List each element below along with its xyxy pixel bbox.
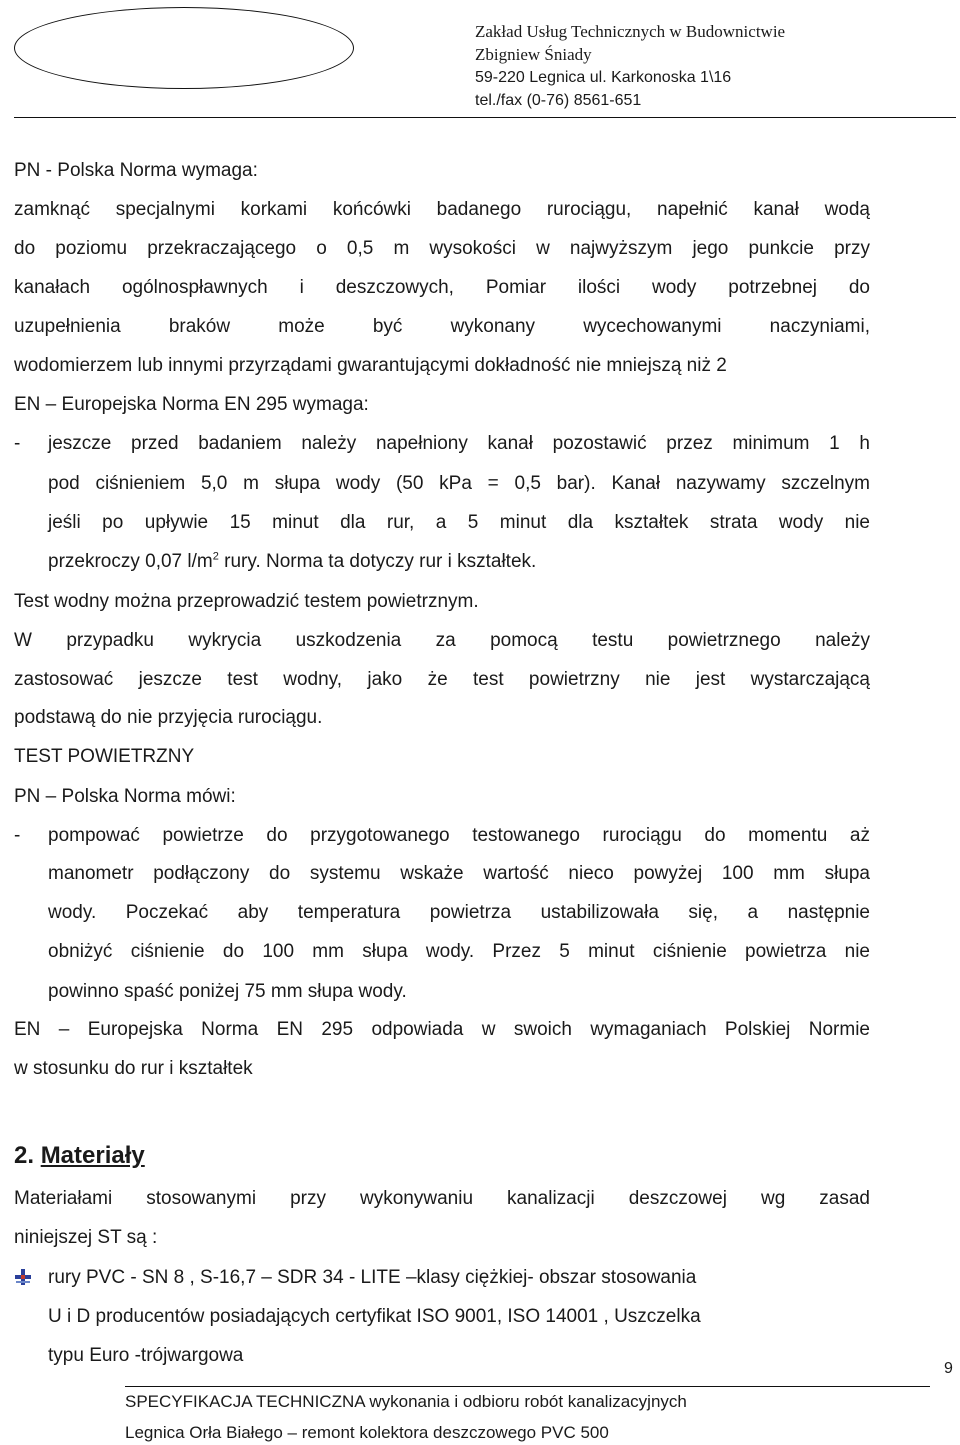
paragraph-line: Test wodny można przeprowadzić testem powietrznym. — [14, 591, 479, 612]
paragraph-line: niniejszej ST są : — [14, 1227, 158, 1248]
company-phone: tel./fax (0-76) 8561-651 — [475, 92, 642, 109]
paragraph-line: Materiałami stosowanymi przy wykonywaniu kanalizacji deszczowej wg zasad — [14, 1188, 870, 1209]
en-heading: EN – Europejska Norma EN 295 wymaga: — [14, 394, 369, 415]
page-number: 9 — [944, 1360, 953, 1377]
company-name: Zakład Usług Technicznych w Budownictwie — [475, 22, 786, 41]
paragraph-line: wodomierzem lub innymi przyrządami gwarantującymi dokładność nie mniejszą niż 2 — [14, 355, 727, 376]
pn2-heading: PN – Polska Norma mówi: — [14, 786, 236, 807]
paragraph-line: uzupełnienia braków może być wykonany wycechowanymi naczyniami, — [14, 316, 870, 337]
list-item-line: jeszcze przed badaniem należy napełniony kanał pozostawić przez minimum 1 h — [48, 433, 870, 454]
superscript: 2 — [212, 550, 219, 563]
paragraph-line: w stosunku do rur i kształtek — [14, 1058, 253, 1079]
paragraph-line: kanałach ogólnospławnych i deszczowych, Pomiar ilości wody potrzebnej do — [14, 277, 870, 298]
footer-line: Legnica Orła Białego – remont kolektora deszczowego PVC 500 — [125, 1423, 609, 1442]
section-title: Materiały — [40, 1142, 145, 1169]
bullet-icon — [14, 1268, 32, 1286]
footer-rule — [125, 1386, 930, 1387]
logo-oval — [14, 7, 354, 89]
section-number: 2. — [14, 1142, 35, 1169]
list-item-line — [48, 550, 870, 574]
company-header — [475, 20, 785, 112]
paragraph-line: zamknąć specjalnymi korkami końcówki badanego rurociągu, napełnić kanał wodą — [14, 199, 870, 220]
list-dash: - — [14, 433, 21, 454]
list-item-line: jeśli po upływie 15 minut dla rur, a 5 minut dla kształtek strata wody nie — [48, 512, 870, 533]
paragraph-line: W przypadku wykrycia uszkodzenia za pomocą testu powietrznego należy — [14, 630, 870, 651]
list-item-line: manometr podłączony do systemu wskaże wartość nieco powyżej 100 mm słupa — [48, 863, 870, 884]
company-owner: Zbigniew Śniady — [475, 45, 592, 64]
paragraph-line: do poziomu przekraczającego o 0,5 m wysokości w najwyższym jego punkcie przy — [14, 238, 870, 259]
list-item-line: U i D producentów posiadających certyfikat ISO 9001, ISO 14001 , Uszczelka — [48, 1306, 701, 1327]
section-heading — [14, 1142, 145, 1170]
list-item-line: typu Euro -trójwargowa — [48, 1345, 244, 1366]
footer-line: SPECYFIKACJA TECHNICZNA wykonania i odbioru robót kanalizacyjnych — [125, 1392, 687, 1411]
list-item-line: wody. Poczekać aby temperatura powietrza ustabilizowała się, a następnie — [48, 902, 870, 923]
list-item-line: obniżyć ciśnienie do 100 mm słupa wody. Przez 5 minut ciśnienie powietrza nie — [48, 941, 870, 962]
company-address: 59-220 Legnica ul. Karkonoska 1\16 — [475, 69, 732, 86]
pn-heading: PN - Polska Norma wymaga: — [14, 160, 258, 181]
paragraph-line: podstawą do nie przyjęcia rurociągu. — [14, 707, 323, 728]
list-item-line: pod ciśnieniem 5,0 m słupa wody (50 kPa = 0,5 bar). Kanał nazywamy szczelnym — [48, 473, 870, 494]
paragraph-line: zastosować jeszcze test wodny, jako że test powietrzny nie jest wystarczającą — [14, 669, 870, 690]
header-rule — [14, 117, 956, 118]
air-test-heading: TEST POWIETRZNY — [14, 746, 195, 767]
list-item-line: rury PVC - SN 8 , S-16,7 – SDR 34 - LITE –klasy ciężkiej- obszar stosowania — [48, 1267, 697, 1288]
list-item-line: powinno spaść poniżej 75 mm słupa wody. — [48, 981, 407, 1002]
text-fragment: rury. Norma ta dotyczy rur i kształtek. — [218, 551, 537, 572]
text-fragment: przekroczy 0,07 l/m — [48, 551, 213, 572]
paragraph-line: EN – Europejska Norma EN 295 odpowiada w swoich wymaganiach Polskiej Normie — [14, 1019, 870, 1040]
list-item-line: pompować powietrze do przygotowanego testowanego rurociągu do momentu aż — [48, 825, 870, 846]
list-dash: - — [14, 825, 21, 846]
